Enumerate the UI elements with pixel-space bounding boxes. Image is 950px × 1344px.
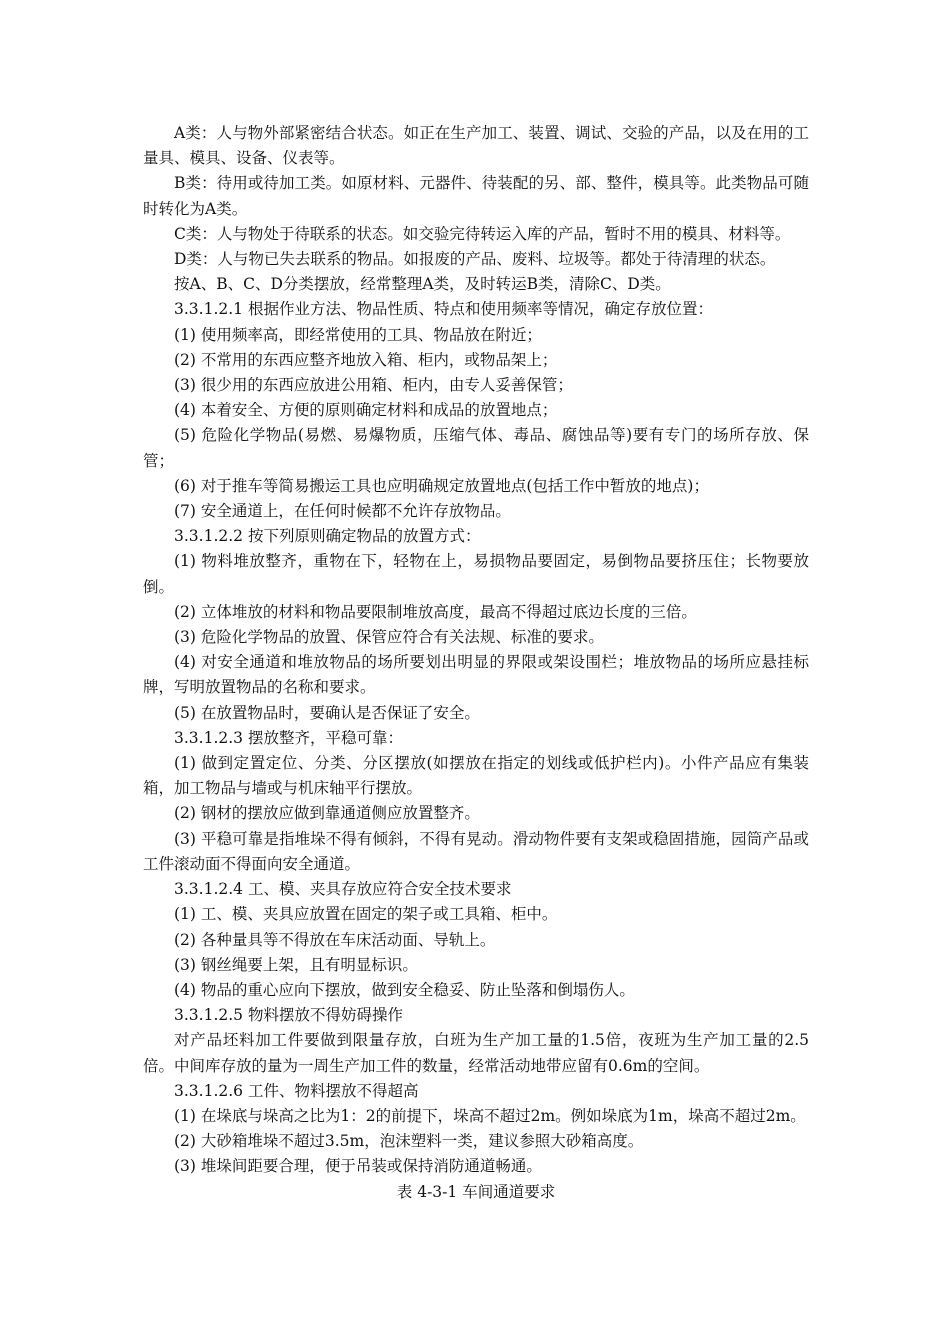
list-item: (2) 大砂箱堆垛不超过3.5m，泡沫塑料一类，建议参照大砂箱高度。 (174, 1132, 644, 1151)
list-item: (3) 堆垛间距要合理，便于吊装或保持消防通道畅通。 (174, 1157, 542, 1176)
list-item: (1) 使用频率高，即经常使用的工具、物品放在附近； (174, 325, 542, 344)
section-heading-3-3-1-2-4: 3.3.1.2.4 工、模、夹具存放应符合安全技术要求 (174, 880, 512, 899)
document-page (143, 121, 809, 1205)
section-heading-3-3-1-2-1: 3.3.1.2.1 根据作业方法、物品性质、特点和使用频率等情况，确定存放位置： (174, 300, 713, 319)
paragraph-class-c: C类：人与物处于待联系的状态。如交验完待转运入库的产品，暂时不用的模具、材料等。 (174, 224, 791, 243)
list-item: (6) 对于推车等简易搬运工具也应明确规定放置地点(包括工作中暂放的地点)； (174, 476, 709, 495)
list-item: (1) 物料堆放整齐，重物在下，轻物在上，易损物品要固定，易倒物品要挤压住；长物要放倒。 (143, 552, 809, 596)
list-item: (7) 安全通道上，在任何时候都不允许存放物品。 (174, 502, 511, 521)
paragraph-classification-rule: 按A、B、C、D分类摆放，经常整理A类，及时转运B类，清除C、D类。 (174, 275, 671, 294)
section-heading-3-3-1-2-2: 3.3.1.2.2 按下列原则确定物品的放置方式： (174, 527, 481, 546)
list-item: (5) 危险化学物品(易燃、易爆物质，压缩气体、毒品、腐蚀品等)要有专门的场所存放、保管； (143, 426, 809, 470)
list-item: (3) 危险化学物品的放置、保管应符合有关法规、标准的要求。 (174, 628, 604, 647)
list-item: (4) 物品的重心应向下摆放，做到安全稳妥、防止坠落和倒塌伤人。 (174, 980, 635, 999)
list-item: (4) 本着安全、方便的原则确定材料和成品的放置地点； (174, 401, 558, 420)
list-item: (4) 对安全通道和堆放物品的场所要划出明显的界限或架设围栏；堆放物品的场所应悬挂标牌，写明放置物品的名称和要求。 (143, 653, 809, 697)
section-heading-3-3-1-2-5: 3.3.1.2.5 物料摆放不得妨碍操作 (174, 1006, 403, 1025)
section-heading-3-3-1-2-3: 3.3.1.2.3 摆放整齐，平稳可靠： (174, 728, 403, 747)
table-caption: 表 4-3-1 车间通道要求 (396, 1182, 556, 1201)
list-item: (3) 平稳可靠是指堆垛不得有倾斜，不得有晃动。滑动物件要有支架或稳固措施，园筒产品或工件滚动面不得面向安全通道。 (143, 829, 809, 873)
list-item: (2) 立体堆放的材料和物品要限制堆放高度，最高不得超过底边长度的三倍。 (174, 602, 697, 621)
paragraph-limited-storage: 对产品坯料加工件要做到限量存放，白班为生产加工量的1.5倍，夜班为生产加工量的2.5倍。中间库存放的量为一周生产加工件的数量，经常活动地带应留有0.6m的空间。 (143, 1031, 809, 1075)
list-item: (1) 工、模、夹具应放置在固定的架子或工具箱、柜中。 (174, 905, 558, 924)
list-item: (2) 各种量具等不得放在车床活动面、导轨上。 (174, 930, 496, 949)
list-item: (1) 做到定置定位、分类、分区摆放(如摆放在指定的划线或低护栏内)。小件产品应有集装箱，加工物品与墙或与机床轴平行摆放。 (143, 754, 809, 798)
list-item: (3) 很少用的东西应放进公用箱、柜内，由专人妥善保管； (174, 376, 573, 395)
paragraph-class-a: A类：人与物外部紧密结合状态。如正在生产加工、装置、调试、交验的产品，以及在用的工量具、模具、设备、仪表等。 (143, 124, 809, 168)
list-item: (2) 钢材的摆放应做到靠通道侧应放置整齐。 (174, 804, 480, 823)
list-item: (5) 在放置物品时，要确认是否保证了安全。 (174, 703, 480, 722)
paragraph-class-d: D类：人与物已失去联系的物品。如报废的产品、废料、垃圾等。都处于待清理的状态。 (174, 250, 776, 269)
paragraph-class-b: B类：待用或待加工类。如原材料、元器件、待装配的另、部、整件，模具等。此类物品可随时转化为A类。 (143, 174, 809, 218)
section-heading-3-3-1-2-6: 3.3.1.2.6 工件、物料摆放不得超高 (174, 1081, 419, 1100)
list-item: (3) 钢丝绳要上架，且有明显标识。 (174, 955, 418, 974)
list-item: (2) 不常用的东西应整齐地放入箱、柜内，或物品架上； (174, 350, 558, 369)
list-item: (1) 在垛底与垛高之比为1：2的前提下，垛高不超过2m。例如垛底为1m，垛高不超过2m。 (174, 1106, 806, 1125)
